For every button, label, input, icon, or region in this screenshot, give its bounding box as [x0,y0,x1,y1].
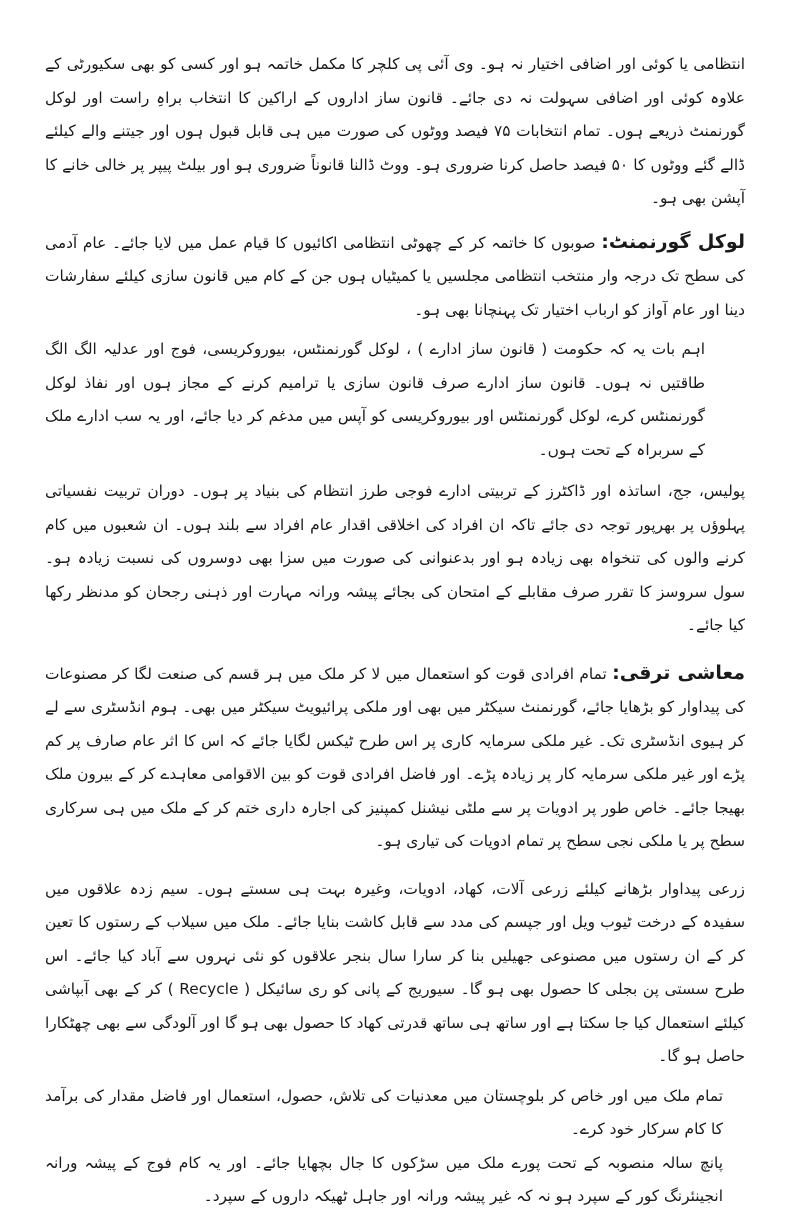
paragraph-text: تمام افرادی قوت کو استعمال میں لا کر ملک میں ہر قسم کی صنعت لگا کر مصنوعات کی پیداوار کو بڑھایا جائے، گورنمنٹ سیکٹر میں بھی اور ملکی پرائیویٹ سیکٹر میں بھی۔ ہوم انڈسٹری سے لے کر ہیوی انڈسٹری تک۔ غیر ملکی سرمایہ کاری پر اس طرح ٹیکس لگایا جائے کہ اس کا اثر عام صارف پر کم پڑے اور غیر ملکی سرمایہ کار پر زیادہ پڑے۔ اور فاضل افرادی قوت کو بین الاقوامی معاہدے کر کے بیرون ملک بھیجا جائے۔ خاص طور پر ادویات پر سے ملٹی نیشنل کمپنیز کی اجارہ داری ختم کر کے ملک میں ہی سرکاری سطح پر یا ملکی نجی سطح پر تمام ادویات کی تیاری ہو۔ [45,664,745,850]
paragraph-text: پانچ سالہ منصوبہ کے تحت پورے ملک میں سڑکوں کا جال بچھایا جائے۔ اور یہ کام فوج کے پیشہ ورانہ انجینئرنگ کور کے سپرد ہو نہ کہ غیر پیشہ ورانہ اور جاہل ٹھیکہ داروں کے سپرد۔ [45,1153,723,1205]
paragraph-text: زرعی پیداوار بڑھانے کیلئے زرعی آلات، کھاد، ادویات، وغیرہ بہت ہی سستے ہوں۔ سیم زدہ علاقوں میں سفیدہ کے درخت ٹیوب ویل اور جپسم کی مدد سے قابل کاشت بنایا جائے۔ ملک میں سیلاب کے رستوں کا تعین کر کے ان رستوں میں مصنوعی جھیلیں بنا کر سارا سال بنجر علاقوں کو نئی نہروں سے آباد کیا جائے۔ اس طرح سستی پن بجلی کا حصول بھی ہو گا۔ سیوریج کے پانی کو ری سائیکل ( Recycle ) کر کے بھی آبپاشی کیلئے استعمال کیا جا سکتا ہے اور ساتھ ہی ساتھ قدرتی کھاد کا حصول بھی ہو گا اور آلودگی سے بھی چھٹکارا حاصل ہو گا۔ [45,879,745,1065]
paragraph-minerals [45,1080,745,1147]
paragraph-text: اہم بات یہ کہ حکومت ( قانون ساز ادارے ) ، لوکل گورنمنٹس، بیوروکریسی، فوج اور عدلیہ الگ الگ طاقتیں نہ ہوں۔ قانون ساز ادارے صرف قانون سازی یا ترامیم کرنے کے مجاز ہوں اور نفاذ لوکل گورنمنٹس کرے، لوکل گورنمنٹس اور بیوروکریسی کو آپس میں مدغم کر دیا جائے، اور یہ سب ادارے ملک کے سربراہ کے تحت ہوں۔ [45,340,705,459]
paragraph-text: تمام ملک میں اور خاص کر بلوچستان میں معدنیات کی تلاش، حصول، استعمال اور فاضل مقدار کی برآمد کا کام سرکار خود کرے۔ [45,1086,723,1138]
paragraph-governance [45,48,745,216]
paragraph-local-government [45,226,745,328]
paragraph-economic-development [45,657,745,859]
section-heading-economic-development: معاشی ترقی: [612,661,745,684]
paragraph-text: پولیس، جج، اساتذہ اور ڈاکٹرز کے تربیتی ادارے فوجی طرز انتظام کی بنیاد پر ہوں۔ دوران تربیت نفسیاتی پہلوؤں پر بھرپور توجہ دی جائے تاکہ ان افراد کی اخلاقی اقدار عام افراد سے بلند ہوں۔ ان شعبوں میں کام کرنے والوں کی تنخواہ بھی زیادہ ہو اور بدعنوانی کی صورت میں سزا بھی دوسروں کی نسبت زیادہ ہو۔ سول سروسز کا تقرر صرف مقابلے کے امتحان کی بجائے پیشہ ورانہ مہارت اور ذہنی رجحان کو مدنظر رکھا کیا جائے۔ [45,482,745,634]
paragraph-agriculture [45,873,745,1074]
section-heading-local-government: لوکل گورنمنٹ: [601,230,745,253]
paragraph-roads [45,1147,745,1214]
paragraph-text: انتظامی یا کوئی اور اضافی اختیار نہ ہو۔ وی آئی پی کلچر کا مکمل خاتمہ ہو اور کسی کو بھی سکیورٹی کے علاوہ کوئی اور اضافی سہولت نہ دی جائے۔ قانون ساز اداروں کے اراکین کا انتخاب براہِ راست اور لوکل گورنمنٹ ذریعے ہوں۔ تمام انتخابات ٧۵ فیصد ووٹوں کی صورت میں ہی قابل قبول ہوں اور جیتنے والے کیلئے ڈالے گئے ووٹوں کا ۵٠ فیصد حاصل کرنا ضروری ہو۔ ووٹ ڈالنا قانوناً ضروری ہو اور بیلٹ پیپر پر خالی خانے کا آپشن بھی ہو۔ [45,55,745,207]
paragraph-text: صوبوں کا خاتمہ کر کے چھوٹی انتظامی اکائیوں کا قیام عمل میں لایا جائے۔ عام آدمی کی سطح تک درجہ وار منتخب انتظامی مجلسیں یا کمیٹیاں ہوں جن کے کام میں قانون سازی کیلئے سفارشات دینا اور عام آواز کو ارباب اختیار تک پہنچانا بھی ہو۔ [45,233,745,319]
document-page [45,48,745,1205]
paragraph-training [45,475,745,643]
paragraph-institutions [45,333,745,467]
